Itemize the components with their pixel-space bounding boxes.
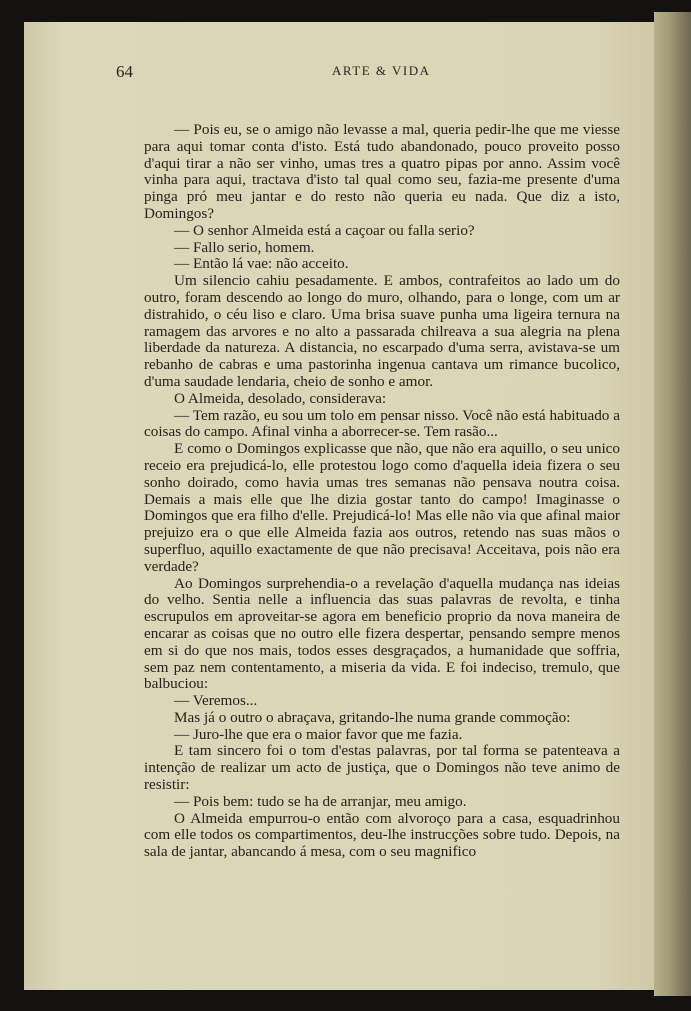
paragraph: — Veremos... bbox=[174, 692, 258, 710]
paragraph: Um silencio cahiu pesadamente. E ambos, contrafeitos ao lado um do outro, foram descendo ao longo do muro, olhando, para o longe, com um ar distrahido, o céu liso e claro. Uma brisa suave punha uma ligeira ternura na ramagem das arvores e no alto a passarada chilreava a sua alegria na plena liberdade da natureza. A distancia, no escarpado d'uma serra, avistava-se um rebanho de cabras e uma pastorinha ingenua cantava um rimance bucolico, d'uma saudade lendaria, cheio de sonho e amor. bbox=[144, 272, 620, 390]
page-edge bbox=[654, 12, 691, 996]
paragraph: E como o Domingos explicasse que não, que não era aquillo, o seu unico receio era prejudicá-lo, elle protestou logo como d'aquella ideia fizera o seu sonho doirado, como havia umas tres semanas não pensava noutra coisa. Demais a mais elle que lhe dizia gostar tanto do campo! Imaginasse o Domingos que era filho d'elle. Prejudicá-lo! Mas elle não via que afinal maior prejuizo era o que elle Almeida fazia aos outros, retendo nas suas mãos o superfluo, aquillo exactamente de que não precisava! Acceitava, pois não era verdade? bbox=[144, 440, 620, 575]
paragraph: — Pois bem: tudo se ha de arranjar, meu amigo. bbox=[174, 792, 467, 810]
body-text bbox=[144, 122, 620, 861]
paragraph: — Fallo serio, homem. bbox=[174, 238, 315, 256]
paragraph: O Almeida empurrou-o então com alvoroço para a casa, esquadrinhou com elle todos os compartimentos, deu-lhe instrucções sobre tudo. Depois, na sala de jantar, abancando á mesa, com o seu magnifico bbox=[144, 809, 620, 861]
running-title: ARTE & VIDA bbox=[332, 63, 431, 78]
paragraph: — Juro-lhe que era o maior favor que me fazia. bbox=[174, 725, 463, 743]
page-header bbox=[116, 58, 616, 82]
paragraph: — Então lá vae: não acceito. bbox=[174, 255, 349, 273]
paragraph: — O senhor Almeida está a caçoar ou falla serio? bbox=[174, 221, 475, 239]
paragraph: — Pois eu, se o amigo não levasse a mal, queria pedir-lhe que me viesse para aqui tomar conta d'isto. Está tudo abandonado, pouco proveito posso d'aqui tirar a não ser vinho, umas tres a quatro pipas por anno. Assim você vinha para aqui, tractava d'isto tal qual como seu, fazia-me presente d'uma pinga pró meu jantar e do resto não queria eu nada. Que diz a isto, Domingos? bbox=[144, 121, 620, 222]
paragraph: O Almeida, desolado, considerava: bbox=[174, 389, 387, 407]
paragraph: E tam sincero foi o tom d'estas palavras, por tal forma se patenteava a intenção de realizar um acto de justiça, que o Domingos não teve animo de resistir: bbox=[144, 742, 620, 794]
paragraph: Ao Domingos surprehendia-o a revelação d'aquella mudança nas ideias do velho. Sentia nelle a influencia das suas palavras de revolta, e tinha escrupulos em aproveitar-se agora em beneficio proprio da nova maneira de encarar as coisas que no outro elle fizera despertar, pensando sempre menos em si do que nos mais, todos esses desgraçados, a humanidade que soffria, sem paz nem contentamento, a miseria da vida. E foi indeciso, tremulo, que balbuciou: bbox=[144, 574, 620, 693]
page-number: 64 bbox=[116, 62, 133, 81]
paragraph: — Tem razão, eu sou um tolo em pensar nisso. Você não está habituado a coisas do campo. Afinal vinha a aborrecer-se. Tem rasão... bbox=[144, 406, 620, 441]
paragraph: Mas já o outro o abraçava, gritando-lhe numa grande commoção: bbox=[174, 708, 571, 726]
